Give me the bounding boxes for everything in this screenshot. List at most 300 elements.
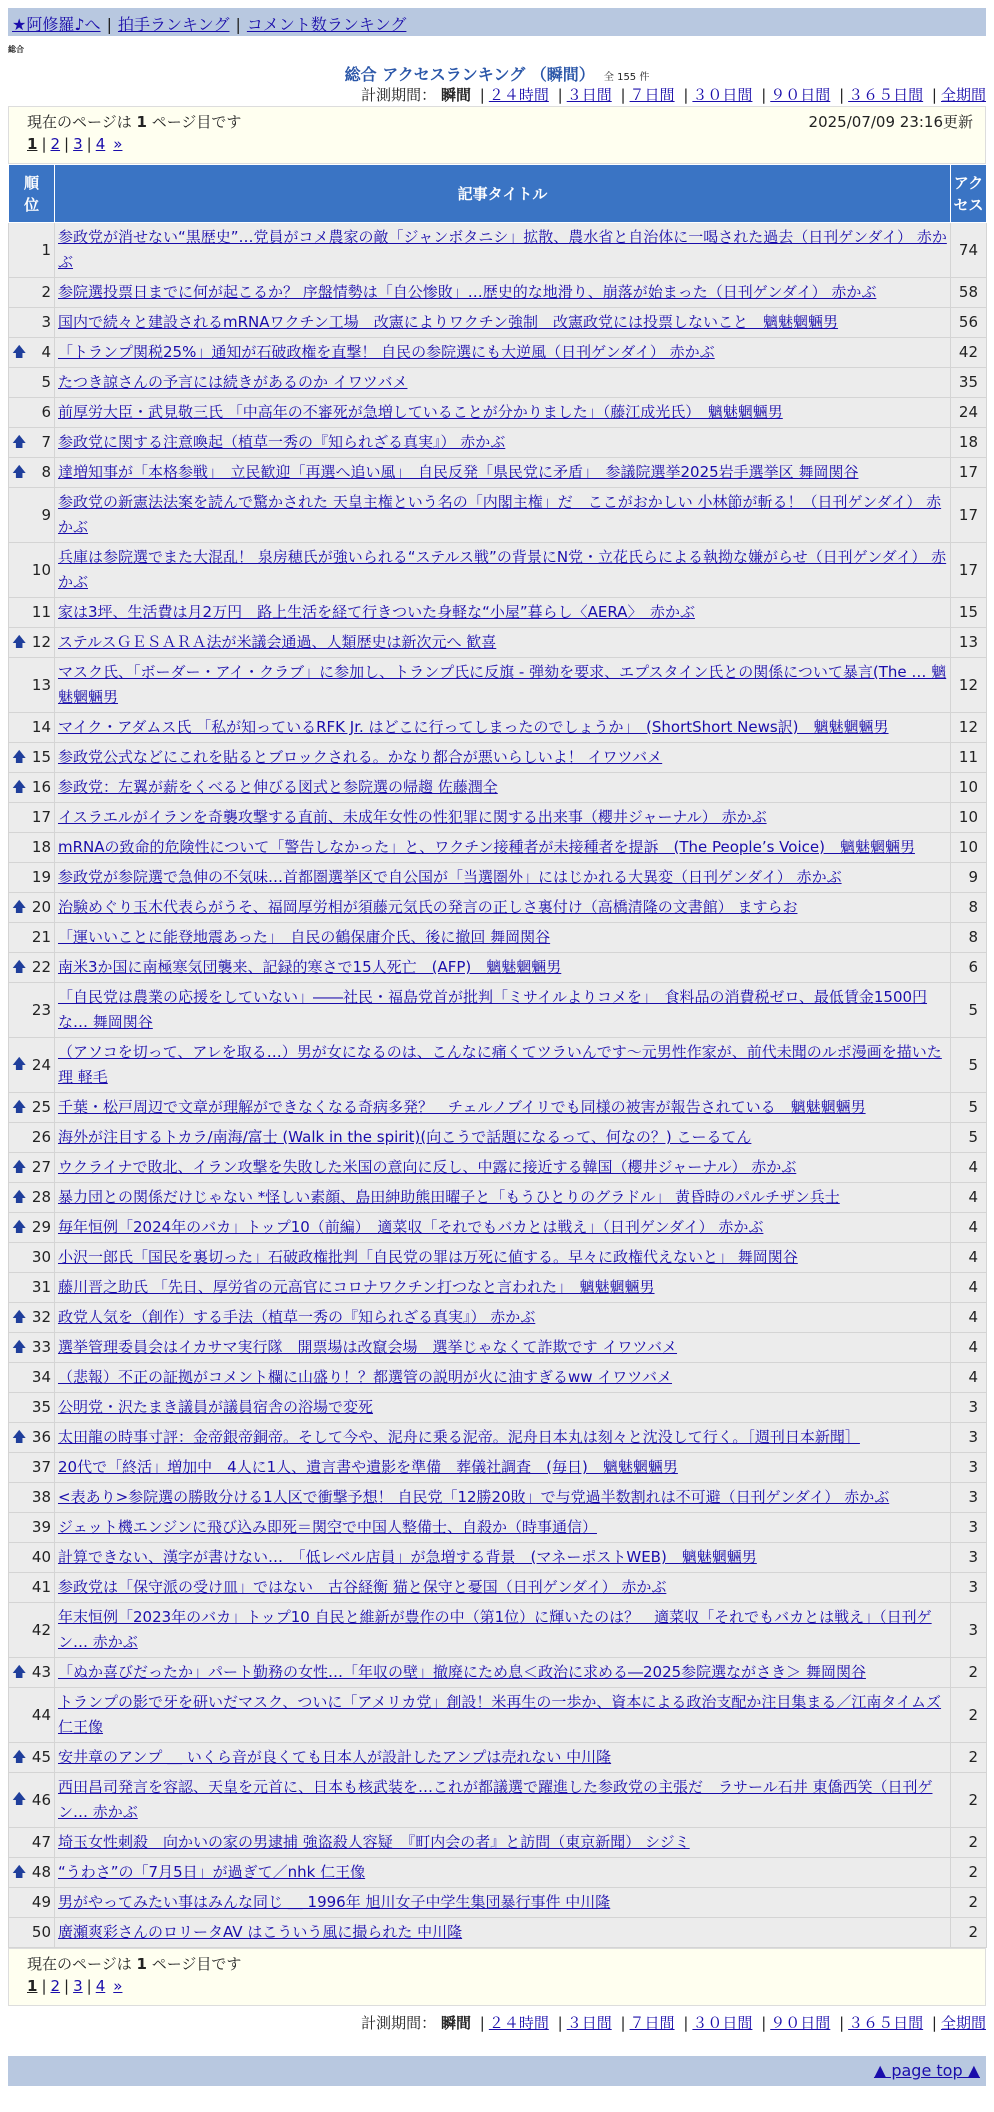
rank-cell bbox=[9, 773, 55, 803]
table-row bbox=[9, 803, 987, 833]
page-top-link[interactable]: ▲ page top ▲ bbox=[873, 2061, 980, 2080]
rank-number: 7 bbox=[41, 433, 51, 451]
rank-cell bbox=[9, 428, 55, 458]
total-count: 全 155 件 bbox=[603, 72, 650, 83]
rank-number: 3 bbox=[41, 313, 51, 331]
access-count: 3 bbox=[951, 1543, 987, 1573]
title-cell bbox=[55, 543, 951, 598]
period-link-365d[interactable]: ３６５日間 bbox=[848, 2014, 924, 2032]
page-current: 1 bbox=[27, 135, 38, 153]
title-cell bbox=[55, 923, 951, 953]
current-page-text-bottom: 現在のページは 1 ページ目です bbox=[27, 1955, 242, 1973]
title-cell bbox=[55, 863, 951, 893]
rank-cell bbox=[9, 1183, 55, 1213]
table-row bbox=[9, 1303, 987, 1333]
rank-number: 41 bbox=[31, 1578, 51, 1596]
access-count: 17 bbox=[951, 458, 987, 488]
period-link-365d[interactable]: ３６５日間 bbox=[848, 86, 924, 104]
rank-cell bbox=[9, 1603, 55, 1658]
rank-number: 25 bbox=[31, 1098, 51, 1116]
article-link[interactable]: イスラエルがイランを奇襲攻撃する直前、未成年女性の性犯罪に関する出来事（櫻井ジャーナル） 赤かぶ bbox=[58, 808, 767, 826]
rank-number: 2 bbox=[41, 283, 51, 301]
period-link-24h[interactable]: ２４時間 bbox=[488, 86, 549, 104]
access-count: 2 bbox=[951, 1688, 987, 1743]
pagination-top: 1 | 2 | 3 | 4 » bbox=[27, 135, 123, 153]
rank-number: 13 bbox=[31, 675, 51, 694]
table-row bbox=[9, 223, 987, 278]
ranking-table bbox=[8, 164, 987, 1948]
title-cell bbox=[55, 1363, 951, 1393]
title-cell bbox=[55, 398, 951, 428]
title-cell bbox=[55, 1423, 951, 1453]
title-cell bbox=[55, 628, 951, 658]
article-link[interactable]: 「トランプ関税25%」通知が石破政権を直撃！ 自民の参院選にも大逆風（日刊ゲンダイ） 赤かぶ bbox=[58, 343, 715, 361]
title-cell bbox=[55, 1918, 951, 1948]
title-cell bbox=[55, 1543, 951, 1573]
rank-number: 34 bbox=[31, 1368, 51, 1386]
table-row bbox=[9, 1658, 987, 1688]
title-cell bbox=[55, 338, 951, 368]
article-link[interactable]: 安井章のアンプ ＿ いくら音が良くても日本人が設計したアンプは売れない 中川隆 bbox=[58, 1748, 612, 1766]
page-title: 総合 アクセスランキング （瞬間） bbox=[344, 65, 595, 84]
article-link[interactable]: 参院選投票日までに何が起こるか？ 序盤情勢は「自公惨敗」…歴史的な地滑り、崩落が始まった（日刊ゲンダイ） 赤かぶ bbox=[58, 283, 877, 301]
rank-cell bbox=[9, 1153, 55, 1183]
rank-number: 10 bbox=[31, 560, 51, 579]
access-count: 3 bbox=[951, 1603, 987, 1658]
article-link[interactable]: 小沢一郎氏「国民を裏切った」石破政権批判「自民党の罪は万死に値する。早々に政権代えないと」 舞岡関谷 bbox=[58, 1248, 798, 1266]
title-cell bbox=[55, 773, 951, 803]
article-link[interactable]: <表あり>参院選の勝敗分ける1人区で衝撃予想！ 自民党「12勝20敗」で与党過半数割れは不可避（日刊ゲンダイ） 赤かぶ bbox=[58, 1488, 890, 1506]
access-count: 4 bbox=[951, 1273, 987, 1303]
period-link-3d[interactable]: ３日間 bbox=[566, 2014, 612, 2032]
period-link-30d[interactable]: ３０日間 bbox=[692, 2014, 753, 2032]
access-count: 56 bbox=[951, 308, 987, 338]
rank-number: 17 bbox=[31, 808, 51, 826]
up-arrow-icon: 🡅 bbox=[12, 1864, 27, 1880]
page-link-4[interactable]: 4 bbox=[95, 1977, 106, 1995]
article-link[interactable]: 「ぬか喜びだったか」パート勤務の女性…「年収の壁」撤廃にため息＜政治に求める―2025参院選ながさき＞ 舞岡関谷 bbox=[58, 1663, 866, 1681]
up-arrow-icon: 🡅 bbox=[12, 1219, 27, 1235]
rank-cell bbox=[9, 1573, 55, 1603]
period-link-all[interactable]: 全期間 bbox=[940, 86, 986, 104]
rank-cell bbox=[9, 1918, 55, 1948]
rank-cell bbox=[9, 1773, 55, 1828]
access-count: 3 bbox=[951, 1453, 987, 1483]
title-cell bbox=[55, 428, 951, 458]
title-cell bbox=[55, 1658, 951, 1688]
rank-number: 19 bbox=[31, 868, 51, 886]
nav-separator: | bbox=[235, 15, 241, 34]
rank-cell bbox=[9, 1688, 55, 1743]
article-link[interactable]: 計算できない、漢字が書けない… 「低レベル店員」が急増する背景 (マネーポストWEB) 魑魅魍魎男 bbox=[58, 1548, 757, 1566]
article-link[interactable]: 20代で「終活」増加中 4人に1人、遺言書や遺影を準備 葬儀社調査 (毎日) 魑魅魍魎男 bbox=[58, 1458, 678, 1476]
article-link[interactable]: 廣瀬爽彩さんのロリータAV はこういう風に撮られた 中川隆 bbox=[58, 1923, 463, 1941]
page-heading bbox=[0, 62, 994, 84]
period-link-7d[interactable]: ７日間 bbox=[629, 86, 675, 104]
article-link[interactable]: （アソコを切って、アレを取る…）男が女になるのは、こんなに痛くてツラいんです〜元男性作家が、前代未聞のルポ漫画を描いた理 軽毛 bbox=[58, 1043, 942, 1086]
rank-cell bbox=[9, 1333, 55, 1363]
table-row bbox=[9, 1333, 987, 1363]
table-row bbox=[9, 1828, 987, 1858]
table-row bbox=[9, 308, 987, 338]
article-link[interactable]: 参政党が消せない“黒歴史”…党員がコメ農家の敵「ジャンボタニシ」拡散、農水省と自治体に一喝された過去（日刊ゲンダイ） 赤かぶ bbox=[58, 228, 947, 271]
rank-cell bbox=[9, 598, 55, 628]
rank-number: 50 bbox=[31, 1923, 51, 1941]
rank-cell bbox=[9, 1423, 55, 1453]
table-row bbox=[9, 1888, 987, 1918]
period-link-24h[interactable]: ２４時間 bbox=[488, 2014, 549, 2032]
period-link-90d[interactable]: ９０日間 bbox=[770, 2014, 831, 2032]
access-count: 3 bbox=[951, 1513, 987, 1543]
title-cell bbox=[55, 1453, 951, 1483]
article-link[interactable]: 年末恒例「2023年のバカ」トップ10 自民と維新が豊作の中（第1位）に輝いたのは？ 適菜収「それでもバカとは戦え」（日刊ゲン… 赤かぶ bbox=[58, 1608, 932, 1651]
article-link[interactable]: 埼玉女性刺殺 向かいの家の男逮捕 強盗殺人容疑 『町内会の者』と訪問（東京新聞） シジミ bbox=[58, 1833, 690, 1851]
article-link[interactable]: ウクライナで敗北、イラン攻撃を失敗した米国の意向に反し、中露に接近する韓国（櫻井ジャーナル） 赤かぶ bbox=[58, 1158, 797, 1176]
rank-cell bbox=[9, 1828, 55, 1858]
rank-cell bbox=[9, 1543, 55, 1573]
article-link[interactable]: 国内で続々と建設されるmRNAワクチン工場 改憲によりワクチン強制 改憲政党には投票しないこと 魑魅魍魎男 bbox=[58, 313, 839, 331]
title-cell bbox=[55, 713, 951, 743]
access-count: 4 bbox=[951, 1333, 987, 1363]
table-row bbox=[9, 1393, 987, 1423]
table-row bbox=[9, 773, 987, 803]
article-link[interactable]: 選挙管理委員会はイカサマ実行隊 開票場は改竄会場 選挙じゃなくて詐欺です イワツバメ bbox=[58, 1338, 678, 1356]
clap-ranking-link[interactable]: 拍手ランキング bbox=[117, 15, 230, 34]
period-link-7d[interactable]: ７日間 bbox=[629, 2014, 675, 2032]
rank-number: 39 bbox=[31, 1518, 51, 1536]
rank-cell bbox=[9, 1888, 55, 1918]
access-count: 17 bbox=[951, 543, 987, 598]
rank-cell bbox=[9, 543, 55, 598]
access-count: 2 bbox=[951, 1918, 987, 1948]
section-label: 総合 bbox=[8, 45, 24, 54]
table-row bbox=[9, 1603, 987, 1658]
rank-number: 5 bbox=[41, 373, 51, 391]
access-count: 18 bbox=[951, 428, 987, 458]
rank-cell bbox=[9, 1038, 55, 1093]
page-link-3[interactable]: 3 bbox=[73, 135, 83, 153]
article-link[interactable]: 毎年恒例「2024年のバカ」トップ10（前編） 適菜収「それでもバカとは戦え」（日刊ゲンダイ） 赤かぶ bbox=[58, 1218, 764, 1236]
table-row bbox=[9, 368, 987, 398]
access-count: 9 bbox=[951, 863, 987, 893]
access-count: 5 bbox=[951, 1093, 987, 1123]
nav-separator: | bbox=[106, 15, 112, 34]
rank-number: 8 bbox=[41, 463, 51, 481]
title-cell bbox=[55, 1688, 951, 1743]
article-link[interactable]: mRNAの致命的危険性について「警告しなかった」と、ワクチン接種者が未接種者を提訴 (The People’s Voice) 魑魅魍魎男 bbox=[58, 838, 915, 856]
rank-cell bbox=[9, 1123, 55, 1153]
access-count: 4 bbox=[951, 1303, 987, 1333]
rank-cell bbox=[9, 1213, 55, 1243]
article-link[interactable]: 参政党が参院選で急伸の不気味…首都圏選挙区で自公国が「当選圏外」にはじかれる大異変（日刊ゲンダイ） 赤かぶ bbox=[58, 868, 842, 886]
article-link[interactable]: 太田龍の時事寸評：金帝銀帝銅帝。そして今や、泥舟に乗る泥帝。泥舟日本丸は刻々と沈没して行く。［週刊日本新聞］ bbox=[58, 1428, 860, 1446]
table-row bbox=[9, 1543, 987, 1573]
rank-number: 23 bbox=[31, 1000, 51, 1019]
access-count: 10 bbox=[951, 773, 987, 803]
period-link-30d[interactable]: ３０日間 bbox=[692, 86, 753, 104]
rank-cell bbox=[9, 1303, 55, 1333]
title-cell bbox=[55, 893, 951, 923]
title-cell bbox=[55, 1153, 951, 1183]
up-arrow-icon: 🡅 bbox=[12, 959, 27, 975]
period-link-3d[interactable]: ３日間 bbox=[566, 86, 612, 104]
rank-number: 12 bbox=[31, 633, 51, 651]
rank-number: 40 bbox=[31, 1548, 51, 1566]
up-arrow-icon: 🡅 bbox=[12, 434, 27, 450]
table-row bbox=[9, 1513, 987, 1543]
page-link-4[interactable]: 4 bbox=[95, 135, 106, 153]
table-row bbox=[9, 628, 987, 658]
rank-cell bbox=[9, 1658, 55, 1688]
title-cell bbox=[55, 1213, 951, 1243]
access-count: 42 bbox=[951, 338, 987, 368]
rank-number: 16 bbox=[31, 778, 51, 796]
article-link[interactable]: 西田昌司発言を容認、天皇を元首に、日本も核武装を…これが都議選で躍進した参政党の主張だ ラサール石井 東僑西笑（日刊ゲン… 赤かぶ bbox=[58, 1778, 933, 1821]
article-link[interactable]: たつき諒さんの予言には続きがあるのか イワツバメ bbox=[58, 373, 408, 391]
rank-cell bbox=[9, 458, 55, 488]
table-row bbox=[9, 1483, 987, 1513]
access-count: 6 bbox=[951, 953, 987, 983]
rank-cell bbox=[9, 1453, 55, 1483]
article-link[interactable]: 千葉・松戸周辺で文章が理解ができなくなる奇病多発？ チェルノブイリでも同様の被害が報告されている 魑魅魍魎男 bbox=[58, 1098, 866, 1116]
article-link[interactable]: 「運いいことに能登地震あった」 自民の鶴保庸介氏、後に撤回 舞岡関谷 bbox=[58, 928, 551, 946]
title-cell bbox=[55, 488, 951, 543]
article-link[interactable]: 参政党公式などにこれを貼るとブロックされる。かなり都合が悪いらしいよ！ イワツバメ bbox=[58, 748, 663, 766]
rank-number: 28 bbox=[31, 1188, 51, 1206]
article-link[interactable]: 藤川晋之助氏 「先日、厚労省の元高官にコロナワクチン打つなと言われた」 魑魅魍魎男 bbox=[58, 1278, 655, 1296]
article-link[interactable]: 公明党・沢たまき議員が議員宿舎の浴場で変死 bbox=[58, 1398, 374, 1416]
access-count: 8 bbox=[951, 923, 987, 953]
title-cell bbox=[55, 1303, 951, 1333]
table-row bbox=[9, 983, 987, 1038]
up-arrow-icon: 🡅 bbox=[12, 1309, 27, 1325]
up-arrow-icon: 🡅 bbox=[12, 779, 27, 795]
article-link[interactable]: トランプの影で牙を研いだマスク、ついに「アメリカ党」創設！米再生の一歩か、資本による政治支配か注目集まる／江南タイムズ 仁王像 bbox=[58, 1693, 942, 1736]
page-next-link[interactable]: » bbox=[113, 1977, 123, 1995]
period-label: 計測期間： bbox=[361, 86, 437, 104]
title-cell bbox=[55, 598, 951, 628]
access-count: 12 bbox=[951, 658, 987, 713]
access-count: 3 bbox=[951, 1393, 987, 1423]
rank-number: 43 bbox=[31, 1663, 51, 1681]
access-count: 2 bbox=[951, 1858, 987, 1888]
up-arrow-icon: 🡅 bbox=[12, 1791, 27, 1808]
access-count: 4 bbox=[951, 1213, 987, 1243]
rank-cell bbox=[9, 223, 55, 278]
article-link[interactable]: 兵庫は参院選でまた大混乱！ 泉房穂氏が強いられる“ステルス戦”の背景にN党・立花氏らによる執拗な嫌がらせ（日刊ゲンダイ） 赤かぶ bbox=[58, 548, 947, 591]
title-cell bbox=[55, 1828, 951, 1858]
rank-number: 48 bbox=[31, 1863, 51, 1881]
rank-number: 46 bbox=[31, 1790, 51, 1809]
rank-cell bbox=[9, 743, 55, 773]
article-link[interactable]: ジェット機エンジンに飛び込み即死＝関空で中国人整備士、自殺か（時事通信） bbox=[58, 1518, 597, 1536]
rank-number: 38 bbox=[31, 1488, 51, 1506]
access-count: 5 bbox=[951, 983, 987, 1038]
period-current: 瞬間 bbox=[440, 2014, 471, 2032]
pagination-bottom: 1 | 2 | 3 | 4 » bbox=[27, 1977, 123, 1995]
article-link[interactable]: 参政党に関する注意喚起（植草一秀の『知られざる真実』） 赤かぶ bbox=[58, 433, 506, 451]
rank-number: 47 bbox=[31, 1833, 51, 1851]
access-count: 5 bbox=[951, 1038, 987, 1093]
rank-number: 9 bbox=[41, 505, 51, 524]
rank-number: 42 bbox=[31, 1620, 51, 1639]
table-row bbox=[9, 1123, 987, 1153]
table-row bbox=[9, 1423, 987, 1453]
up-arrow-icon: 🡅 bbox=[12, 1749, 27, 1765]
rank-number: 20 bbox=[31, 898, 51, 916]
title-cell bbox=[55, 223, 951, 278]
top-nav-bar bbox=[8, 8, 986, 36]
comment-ranking-link[interactable]: コメント数ランキング bbox=[246, 15, 407, 34]
access-count: 10 bbox=[951, 833, 987, 863]
table-row bbox=[9, 743, 987, 773]
article-link[interactable]: 暴力団との関係だけじゃない *怪しい素顔、島田紳助熊田曜子と「もうひとりのグラドル」 黄昏時のパルチザン兵士 bbox=[58, 1188, 840, 1206]
rank-number: 44 bbox=[31, 1705, 51, 1724]
title-cell bbox=[55, 458, 951, 488]
table-row bbox=[9, 458, 987, 488]
table-row bbox=[9, 1183, 987, 1213]
title-cell bbox=[55, 1603, 951, 1658]
article-link[interactable]: 治験めぐり玉木代表らがうそ、福岡厚労相が須藤元気氏の発言の正しさ裏付け（高橋清隆の文書館） ますらお bbox=[58, 898, 798, 916]
access-count: 3 bbox=[951, 1483, 987, 1513]
rank-number: 18 bbox=[31, 838, 51, 856]
rank-cell bbox=[9, 1858, 55, 1888]
access-count: 11 bbox=[951, 743, 987, 773]
access-count: 35 bbox=[951, 368, 987, 398]
title-cell bbox=[55, 1243, 951, 1273]
rank-cell bbox=[9, 1483, 55, 1513]
article-link[interactable]: 参政党の新憲法法案を読んで驚かされた 天皇主権という名の「内閣主権」だ ここがおかしい 小林節が斬る！（日刊ゲンダイ） 赤かぶ bbox=[58, 493, 942, 536]
rank-number: 45 bbox=[31, 1748, 51, 1766]
title-cell bbox=[55, 743, 951, 773]
rank-cell bbox=[9, 983, 55, 1038]
access-count: 4 bbox=[951, 1363, 987, 1393]
article-link[interactable]: 「自民党は農業の応援をしていない」――社民・福島党首が批判「ミサイルよりコメを」 食料品の消費税ゼロ、最低賃金1500円な… 舞岡関谷 bbox=[58, 988, 928, 1031]
table-row bbox=[9, 863, 987, 893]
title-cell bbox=[55, 658, 951, 713]
table-row bbox=[9, 1573, 987, 1603]
rank-cell bbox=[9, 893, 55, 923]
up-arrow-icon: 🡅 bbox=[12, 1099, 27, 1115]
rank-cell bbox=[9, 803, 55, 833]
article-link[interactable]: 南米3か国に南極寒気団襲来、記録的寒さで15人死亡 (AFP) 魑魅魍魎男 bbox=[58, 958, 562, 976]
ranking-table-body bbox=[9, 223, 987, 1948]
table-row bbox=[9, 1743, 987, 1773]
period-selector-bottom: 計測期間： 瞬間 | ２４時間 | ３日間 | ７日間 | ３０日間 | ９０日間 | ３６５日間 | 全期間 bbox=[361, 2014, 986, 2032]
article-link[interactable]: 達増知事が「本格参戦」 立民歓迎「再選へ追い風」 自民反発「県民党に矛盾」 参議院選挙2025岩手選挙区 舞岡関谷 bbox=[58, 463, 859, 481]
up-arrow-icon: 🡅 bbox=[12, 1664, 27, 1680]
rank-cell bbox=[9, 1743, 55, 1773]
rank-cell bbox=[9, 368, 55, 398]
up-arrow-icon: 🡅 bbox=[12, 1189, 27, 1205]
article-link[interactable]: 海外が注目するトカラ/南海/富士 (Walk in the spirit)(向こうで話題になるって、何なの？) こーるてん bbox=[58, 1128, 752, 1146]
title-cell bbox=[55, 1038, 951, 1093]
access-count: 2 bbox=[951, 1743, 987, 1773]
rank-cell bbox=[9, 1273, 55, 1303]
rank-number: 30 bbox=[31, 1248, 51, 1266]
table-row bbox=[9, 1363, 987, 1393]
rank-cell bbox=[9, 488, 55, 543]
table-row bbox=[9, 543, 987, 598]
article-link[interactable]: （悲報）不正の証拠がコメント欄に山盛り！？都選管の説明が火に油すぎるww イワツバメ bbox=[58, 1368, 673, 1386]
bottom-bar bbox=[8, 2056, 986, 2086]
table-row bbox=[9, 893, 987, 923]
table-row bbox=[9, 428, 987, 458]
up-arrow-icon: 🡅 bbox=[12, 1056, 27, 1073]
page-link-3[interactable]: 3 bbox=[73, 1977, 83, 1995]
rank-cell bbox=[9, 338, 55, 368]
article-link[interactable]: 参政党は「保守派の受け皿」ではない 古谷経衡 猫と保守と憂国（日刊ゲンダイ） 赤かぶ bbox=[58, 1578, 667, 1596]
title-cell bbox=[55, 983, 951, 1038]
rank-number: 14 bbox=[31, 718, 51, 736]
table-row bbox=[9, 833, 987, 863]
rank-number: 29 bbox=[31, 1218, 51, 1236]
period-link-all[interactable]: 全期間 bbox=[940, 2014, 986, 2032]
rank-cell bbox=[9, 863, 55, 893]
rank-cell bbox=[9, 308, 55, 338]
title-cell bbox=[55, 1743, 951, 1773]
article-link[interactable]: 前厚労大臣・武見敬三氏 「中高年の不審死が急増していることが分かりました」（藤江成光氏） 魑魅魍魎男 bbox=[58, 403, 783, 421]
article-link[interactable]: マイク・アダムス氏 「私が知っているRFK Jr. はどこに行ってしまったのでしょうか」 (ShortShort News訳) 魑魅魍魎男 bbox=[58, 718, 889, 736]
rank-number: 37 bbox=[31, 1458, 51, 1476]
rank-cell bbox=[9, 1363, 55, 1393]
page-link-2[interactable]: 2 bbox=[50, 135, 61, 153]
table-row bbox=[9, 1243, 987, 1273]
article-link[interactable]: ステルスＧＥＳＡＲＡ法が米議会通過、人類歴史は新次元へ 歓喜 bbox=[58, 633, 497, 651]
rank-number: 33 bbox=[31, 1338, 51, 1356]
title-cell bbox=[55, 803, 951, 833]
title-cell bbox=[55, 1123, 951, 1153]
access-count: 3 bbox=[951, 1423, 987, 1453]
article-link[interactable]: 家は3坪、生活費は月2万円 路上生活を経て行きついた身軽な“小屋”暮らし〈AERA〉 赤かぶ bbox=[58, 603, 695, 621]
period-link-90d[interactable]: ９０日間 bbox=[770, 86, 831, 104]
page-link-2[interactable]: 2 bbox=[50, 1977, 61, 1995]
page-next-link[interactable]: » bbox=[113, 135, 123, 153]
access-count: 2 bbox=[951, 1828, 987, 1858]
access-count: 74 bbox=[951, 223, 987, 278]
access-count: 3 bbox=[951, 1573, 987, 1603]
rank-cell bbox=[9, 953, 55, 983]
rank-number: 1 bbox=[41, 240, 51, 259]
up-arrow-icon: 🡅 bbox=[12, 1159, 27, 1175]
access-count: 8 bbox=[951, 893, 987, 923]
rank-cell bbox=[9, 398, 55, 428]
article-link[interactable]: 参政党：左翼が薪をくべると伸びる図式と参院選の帰趨 佐藤潤全 bbox=[58, 778, 498, 796]
rank-number: 6 bbox=[41, 403, 51, 421]
up-arrow-icon: 🡅 bbox=[12, 899, 27, 915]
rank-number: 32 bbox=[31, 1308, 51, 1326]
table-row bbox=[9, 1153, 987, 1183]
rank-number: 36 bbox=[31, 1428, 51, 1446]
article-link[interactable]: マスク氏、「ボーダー・アイ・クラブ」に参加し、トランプ氏に反旗 - 弾劾を要求、エプスタイン氏との関係について暴言(The … 魑魅魍魎男 bbox=[58, 663, 947, 706]
period-selector-top: 計測期間： 瞬間 | ２４時間 | ３日間 | ７日間 | ３０日間 | ９０日間 | ３６５日間 | 全期間 bbox=[361, 86, 986, 104]
home-link[interactable]: ★阿修羅♪へ bbox=[12, 15, 101, 34]
table-row bbox=[9, 1093, 987, 1123]
title-cell bbox=[55, 833, 951, 863]
up-arrow-icon: 🡅 bbox=[12, 344, 27, 360]
table-row bbox=[9, 598, 987, 628]
table-row bbox=[9, 713, 987, 743]
title-cell bbox=[55, 1513, 951, 1543]
article-link[interactable]: “うわさ”の「7月5日」が過ぎて／nhk 仁王像 bbox=[58, 1863, 366, 1881]
article-link[interactable]: 政党人気を（創作）する手法（植草一秀の『知られざる真実』） 赤かぶ bbox=[58, 1308, 536, 1326]
table-row bbox=[9, 338, 987, 368]
article-link[interactable]: 男がやってみたい事はみんな同じ ＿ 1996年 旭川女子中学生集団暴行事件 中川隆 bbox=[58, 1893, 611, 1911]
access-count: 2 bbox=[951, 1658, 987, 1688]
table-row bbox=[9, 1038, 987, 1093]
page-info-box-bottom bbox=[8, 1948, 986, 2006]
column-header-rank: 順位 bbox=[9, 165, 55, 223]
